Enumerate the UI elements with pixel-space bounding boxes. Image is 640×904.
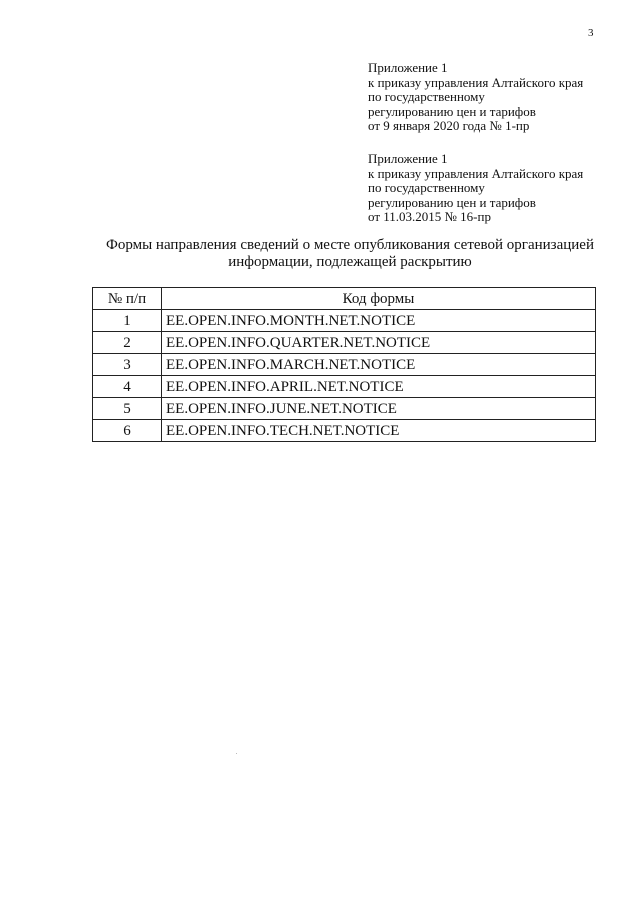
row-number: 3 — [93, 354, 162, 376]
appendix-line: регулированию цен и тарифов — [368, 194, 536, 210]
row-number: 1 — [93, 310, 162, 332]
table-row — [93, 310, 596, 332]
row-code: EE.OPEN.INFO.QUARTER.NET.NOTICE — [162, 332, 596, 354]
title-line-2: информации, подлежащей раскрытию — [228, 254, 472, 270]
header-number: № п/п — [93, 288, 162, 310]
appendix-line: от 11.03.2015 № 16-пр — [368, 209, 491, 224]
forms-table — [92, 287, 596, 442]
row-code: EE.OPEN.INFO.JUNE.NET.NOTICE — [162, 398, 596, 420]
appendix-line: по государственному — [368, 89, 485, 104]
row-number: 2 — [93, 332, 162, 354]
table-row — [93, 376, 596, 398]
appendix-line: к приказу управления Алтайского края — [368, 74, 584, 90]
row-number: 4 — [93, 376, 162, 398]
appendix-line: по государственному — [368, 180, 485, 195]
row-code: EE.OPEN.INFO.APRIL.NET.NOTICE — [162, 376, 596, 398]
table-row — [93, 420, 596, 442]
table-row — [93, 398, 596, 420]
table-row — [93, 332, 596, 354]
title-line-1: Формы направления сведений о месте опубликования сетевой организацией — [105, 237, 594, 253]
row-code: EE.OPEN.INFO.MONTH.NET.NOTICE — [162, 310, 596, 332]
row-number: 5 — [93, 398, 162, 420]
appendix-line: от 9 января 2020 года № 1-пр — [368, 118, 530, 133]
appendix-line: Приложение 1 — [368, 151, 448, 166]
table-header-row — [93, 288, 596, 310]
header-code: Код формы — [162, 288, 596, 310]
page-number: 3 — [588, 27, 594, 39]
appendix-line: к приказу управления Алтайского края — [368, 165, 584, 181]
scan-speck — [236, 753, 237, 754]
appendix-original-block — [368, 152, 583, 225]
document-title — [60, 237, 640, 271]
row-number: 6 — [93, 420, 162, 442]
row-code: EE.OPEN.INFO.MARCH.NET.NOTICE — [162, 354, 596, 376]
appendix-line: Приложение 1 — [368, 60, 448, 75]
table-row — [93, 354, 596, 376]
appendix-current-block — [368, 61, 583, 134]
appendix-line: регулированию цен и тарифов — [368, 103, 536, 119]
row-code: EE.OPEN.INFO.TECH.NET.NOTICE — [162, 420, 596, 442]
